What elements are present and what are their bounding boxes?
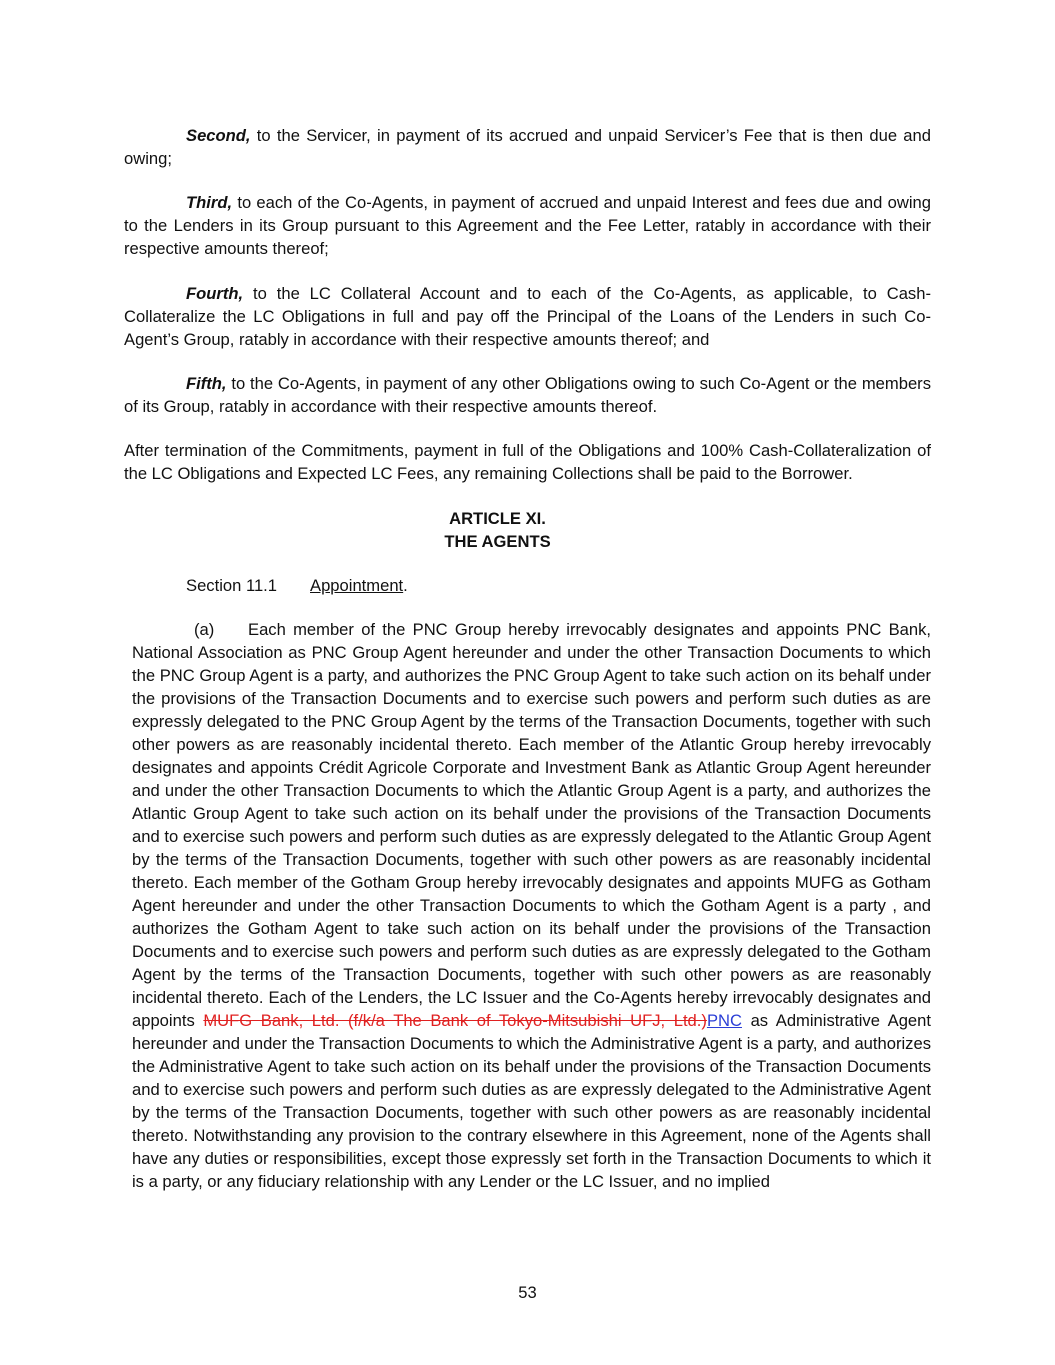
subsection-label: (a) xyxy=(194,620,215,639)
inserted-text: PNC xyxy=(706,1011,742,1030)
section-title-suffix: . xyxy=(403,576,408,595)
paragraph-text: to the Servicer, in payment of its accrued and unpaid Servicer’s Fee that is then due and owing; xyxy=(124,126,931,168)
paragraph-text: to the Co-Agents, in payment of any other Obligations owing to such Co-Agent or the members of its Group, ratably in accordance with their respective amounts thereof. xyxy=(124,374,931,416)
paragraph-lead: Fifth, xyxy=(186,374,227,393)
paragraph-lead: Second, xyxy=(186,126,251,145)
article-number: ARTICLE XI. xyxy=(449,509,546,528)
section-number: Section 11.1 xyxy=(186,576,278,595)
paragraph-text: to each of the Co-Agents, in payment of accrued and unpaid Interest and fees due and owing to the Lenders in its Group pursuant to this Agreement and the Fee Letter, ratably in accordance with their respective amounts thereof; xyxy=(124,193,931,258)
section-title: Appointment xyxy=(310,576,404,595)
paragraph-after-termination: After termination of the Commitments, payment in full of the Obligations and 100% Cash-Collateralization of the LC Obligations and Expected LC Fees, any remaining Collections shall be paid to the Borrower. xyxy=(124,441,931,483)
subsection-text-after: as Administrative Agent hereunder and under the Transaction Documents to which the Administrative Agent is a party, and authorizes the Administrative Agent to take such action on its behalf under the provisions of the Transaction Documents and to exercise such powers and perform such duties as are expressly delegated to the Administrative Agent by the terms of the Transaction Documents, together with such other powers as are reasonably incidental thereto. Notwithstanding any provision to the contrary elsewhere in this Agreement, none of the Agents shall have any duties or responsibilities, except those expressly set forth in the Transaction Documents to which it is a party, or any fiduciary relationship with any Lender or the LC Issuer, and no implied xyxy=(132,1011,931,1191)
paragraph-lead: Third, xyxy=(186,193,233,212)
deleted-text: MUFG Bank, Ltd. (f/k/a The Bank of Tokyo-Mitsubishi UFJ, Ltd.) xyxy=(203,1011,707,1030)
paragraph-fourth xyxy=(124,282,931,351)
paragraph-second xyxy=(124,124,931,170)
article-title: THE AGENTS xyxy=(444,532,551,551)
paragraph-lead: Fourth, xyxy=(186,284,244,303)
paragraph-text: to the LC Collateral Account and to each of the Co-Agents, as applicable, to Cash-Collateralize the LC Obligations in full and pay off the Principal of the Loans of the Lenders in such Co-Agent’s Group, ratably in accordance with their respective amounts thereof; and xyxy=(124,284,931,349)
page-number: 53 xyxy=(518,1283,537,1302)
section-heading xyxy=(186,574,408,597)
paragraph-fifth xyxy=(124,372,931,418)
subsection-text-before: Each member of the PNC Group hereby irrevocably designates and appoints PNC Bank, National Association as PNC Group Agent hereunder and under the other Transaction Documents to which the PNC Group Agent is a party, and authorizes the PNC Group Agent to take such action on its behalf under the provisions of the Transaction Documents and to exercise such powers and perform such duties as are expressly delegated to the PNC Group Agent by the terms of the Transaction Documents, together with such other powers as are reasonably incidental thereto. Each member of the Atlantic Group hereby irrevocably designates and appoints Crédit Agricole Corporate and Investment Bank as Atlantic Group Agent hereunder and under the other Transaction Documents to which the Atlantic Group Agent is a party, and authorizes the Atlantic Group Agent to take such action on its behalf under the provisions of the Transaction Documents and to exercise such powers and perform such duties as are expressly delegated to the Atlantic Group Agent by the terms of the Transaction Documents, together with such other powers as are reasonably incidental thereto. Each member of the Gotham Group hereby irrevocably designates and appoints MUFG as Gotham Agent hereunder and under the other Transaction Documents to which the Gotham Agent is a party , and authorizes the Gotham Agent to take such action on its behalf under the provisions of the Transaction Documents and to exercise such powers and perform such duties as are expressly delegated to the Gotham Agent by the terms of the Transaction Documents, together with such other powers as are reasonably incidental thereto. Each of the Lenders, the LC Issuer and the Co-Agents hereby irrevocably designates and appoints xyxy=(132,620,931,1030)
paragraph-third xyxy=(124,191,931,260)
subsection-a xyxy=(132,618,931,1193)
